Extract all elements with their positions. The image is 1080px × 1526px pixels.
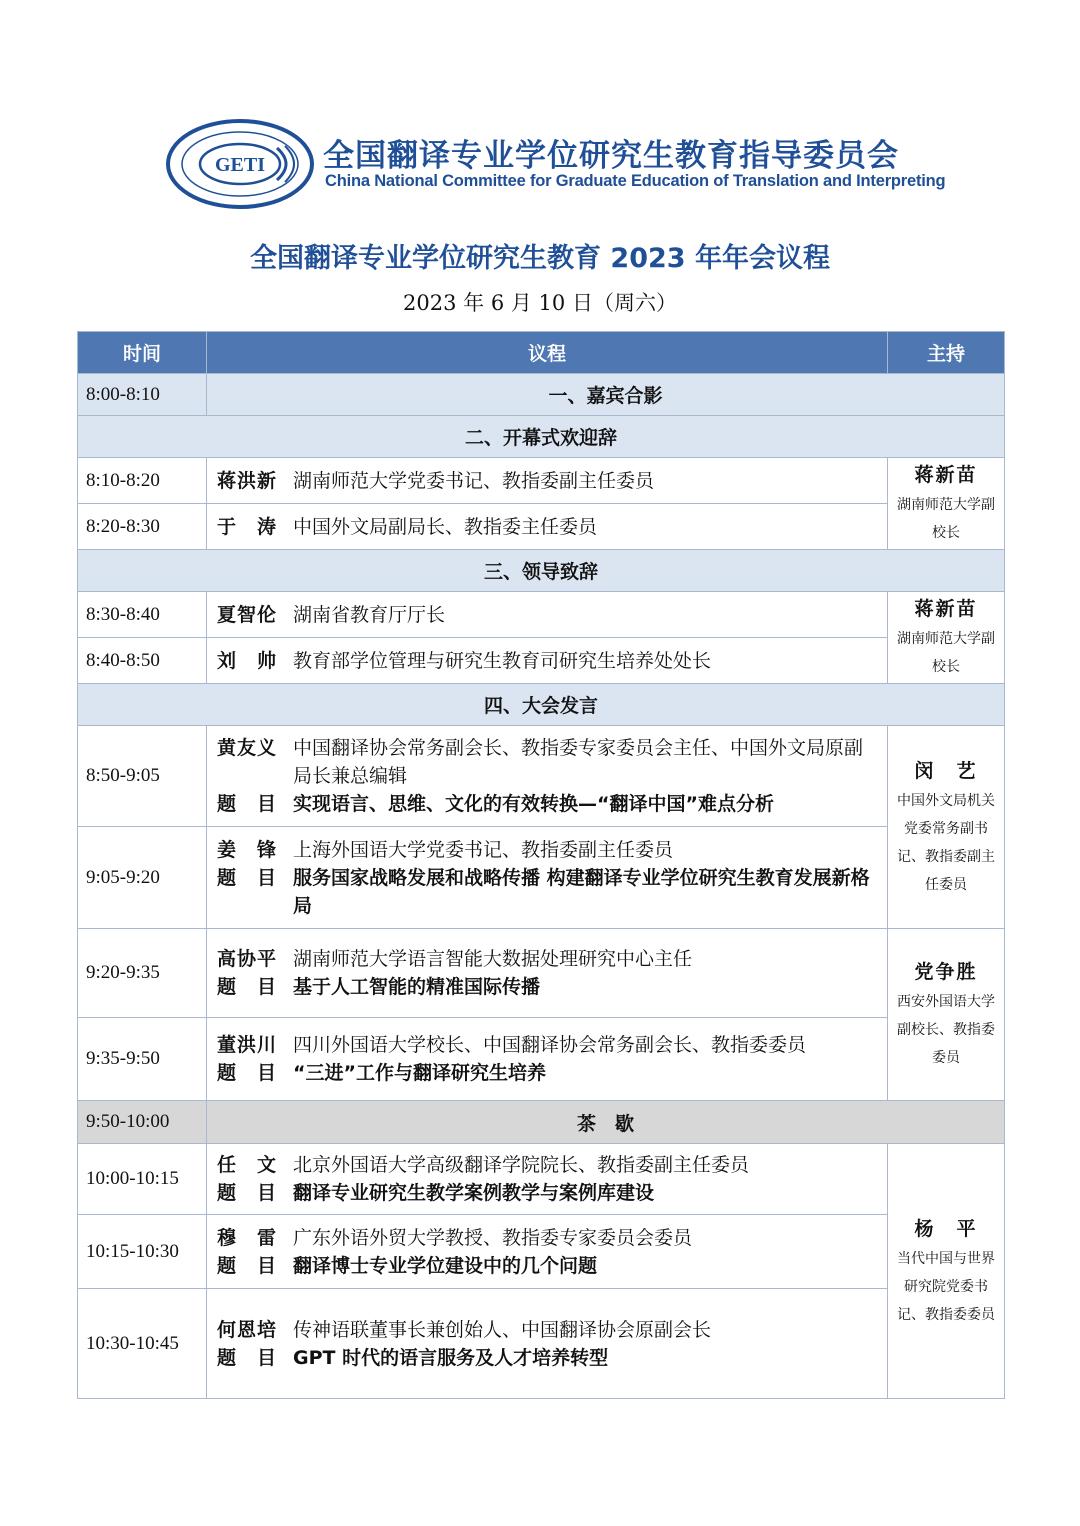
topic-label: 题 目	[217, 976, 278, 998]
table-row	[78, 1018, 1005, 1101]
speaker-name: 高协平	[217, 948, 278, 970]
time-cell: 8:50-9:05	[78, 726, 207, 827]
speaker-name: 黄友义	[217, 737, 278, 759]
tea-break-row	[78, 1101, 1005, 1144]
time-cell: 8:20-8:30	[78, 504, 207, 550]
section-row	[78, 684, 1005, 726]
host-role: 中国外文局机关党委常务副书记、教指委副主任委员	[897, 792, 995, 893]
talk-topic: “三进”工作与翻译研究生培养	[293, 1062, 546, 1084]
section-title: 一、嘉宾合影	[207, 374, 1005, 416]
speaker-role: 北京外国语大学高级翻译学院院长、教指委副主任委员	[293, 1154, 750, 1176]
topic-label: 题 目	[217, 1346, 278, 1369]
table-row	[78, 1144, 1005, 1215]
table-row	[78, 929, 1005, 1018]
table-row	[78, 458, 1005, 504]
table-row	[78, 827, 1005, 929]
topic-label: 题 目	[217, 793, 278, 815]
speaker-role: 上海外国语大学党委书记、教指委副主任委员	[293, 838, 674, 861]
time-cell: 8:40-8:50	[78, 638, 207, 684]
time-cell: 8:10-8:20	[78, 458, 207, 504]
page-date: 2023 年 6 月 10 日（周六）	[403, 291, 677, 315]
speaker-name: 穆 雷	[217, 1226, 278, 1249]
agenda-table	[77, 331, 1005, 1399]
time-cell: 8:30-8:40	[78, 592, 207, 638]
speaker-role: 湖南省教育厅厅长	[293, 603, 446, 626]
host-role: 当代中国与世界研究院党委书记、教指委委员	[897, 1250, 995, 1323]
section-row	[78, 416, 1005, 458]
host-name: 杨 平	[914, 1217, 978, 1240]
speaker-role: 中国翻译协会常务副会长、教指委专家委员会主任、中国外文局原副局长兼总编辑	[293, 737, 864, 787]
topic-label: 题 目	[217, 1182, 278, 1204]
speaker-name: 于 涛	[217, 515, 278, 538]
org-name-cn: 全国翻译专业学位研究生教育指导委员会	[323, 138, 899, 174]
speaker-role: 湖南师范大学党委书记、教指委副主任委员	[293, 469, 655, 492]
time-cell: 10:30-10:45	[78, 1289, 207, 1399]
time-cell: 10:00-10:15	[78, 1144, 207, 1215]
svg-text:GETI: GETI	[214, 154, 266, 176]
table-row	[78, 638, 1005, 684]
topic-label: 题 目	[217, 1062, 278, 1084]
section-row	[78, 374, 1005, 416]
speaker-name: 任 文	[217, 1154, 278, 1176]
speaker-role: 中国外文局副局长、教指委主任委员	[293, 515, 598, 538]
speaker-role: 湖南师范大学语言智能大数据处理研究中心主任	[293, 948, 693, 970]
talk-topic: 翻译专业研究生教学案例教学与案例库建设	[293, 1182, 655, 1204]
host-name: 蒋新苗	[914, 598, 978, 620]
section-title: 茶 歇	[207, 1101, 1005, 1144]
header-time: 时间	[78, 332, 207, 374]
section-title: 二、开幕式欢迎辞	[78, 416, 1005, 458]
speaker-name: 夏智伦	[217, 603, 278, 626]
topic-label: 题 目	[217, 1254, 278, 1277]
time-cell: 10:15-10:30	[78, 1215, 207, 1289]
time-cell: 9:20-9:35	[78, 929, 207, 1018]
table-row	[78, 726, 1005, 827]
section-title: 四、大会发言	[78, 684, 1005, 726]
geti-logo	[165, 118, 315, 210]
org-name-en: China National Committee for Graduate Education of Translation and Interpreting	[325, 172, 946, 190]
speaker-role: 传神语联董事长兼创始人、中国翻译协会原副会长	[293, 1318, 712, 1341]
talk-topic: 实现语言、思维、文化的有效转换—“翻译中国”难点分析	[293, 793, 774, 815]
host-name: 闵 艺	[914, 759, 978, 782]
time-cell: 8:00-8:10	[78, 374, 207, 416]
speaker-name: 何恩培	[217, 1318, 278, 1341]
time-cell: 9:05-9:20	[78, 827, 207, 929]
table-row	[78, 1215, 1005, 1289]
host-role: 西安外国语大学副校长、教指委委员	[897, 994, 995, 1066]
table-row	[78, 504, 1005, 550]
header	[165, 118, 946, 210]
page-title: 全国翻译专业学位研究生教育 2023 年年会议程	[250, 243, 830, 274]
host-role: 湖南师范大学副校长	[897, 631, 995, 675]
host-role: 湖南师范大学副校长	[897, 497, 995, 541]
table-row	[78, 592, 1005, 638]
section-row	[78, 550, 1005, 592]
time-cell: 9:35-9:50	[78, 1018, 207, 1101]
table-row	[78, 1289, 1005, 1399]
section-title: 三、领导致辞	[78, 550, 1005, 592]
speaker-role: 教育部学位管理与研究生教育司研究生培养处处长	[293, 649, 712, 672]
speaker-role: 广东外语外贸大学教授、教指委专家委员会委员	[293, 1226, 693, 1249]
speaker-name: 董洪川	[217, 1034, 278, 1056]
speaker-role: 四川外国语大学校长、中国翻译协会常务副会长、教指委委员	[293, 1034, 807, 1056]
speaker-name: 蒋洪新	[217, 469, 278, 492]
talk-topic: 服务国家战略发展和战略传播 构建翻译专业学位研究生教育发展新格局	[293, 866, 870, 917]
speaker-name: 刘 帅	[217, 649, 278, 672]
talk-topic: 基于人工智能的精准国际传播	[293, 976, 541, 998]
header-host: 主持	[888, 332, 1005, 374]
header-agenda: 议程	[207, 332, 888, 374]
talk-topic: GPT 时代的语言服务及人才培养转型	[293, 1346, 609, 1369]
time-cell: 9:50-10:00	[78, 1101, 207, 1144]
talk-topic: 翻译博士专业学位建设中的几个问题	[293, 1254, 598, 1277]
host-name: 蒋新苗	[914, 464, 978, 486]
topic-label: 题 目	[217, 866, 278, 889]
speaker-name: 姜 锋	[217, 838, 278, 861]
host-name: 党争胜	[914, 961, 978, 983]
